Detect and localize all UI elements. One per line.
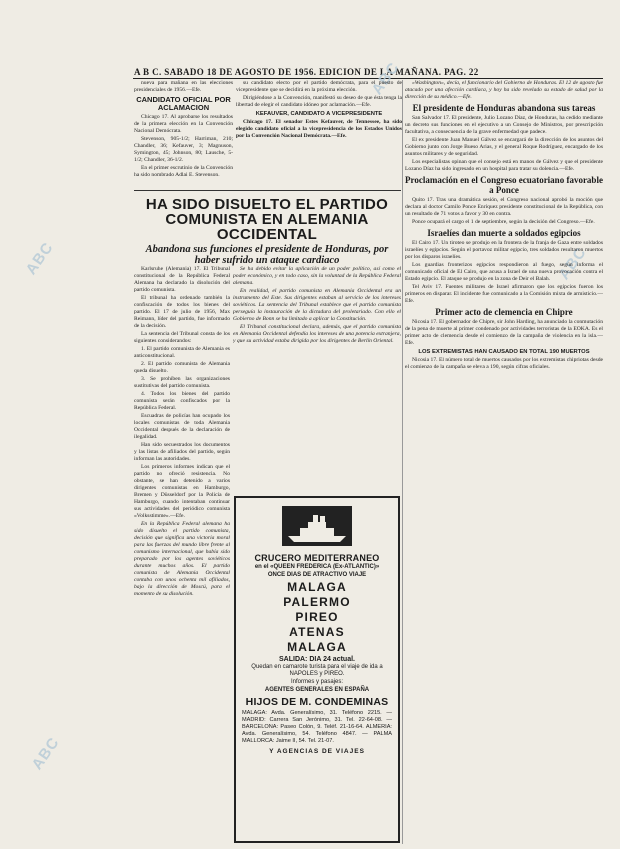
headline-israel: Israelíes dan muerte a soldados egipcios [427,228,581,238]
ad-port: ATENAS [289,625,345,639]
headline-honduras: El presidente de Honduras abandona sus tareas [412,103,596,113]
paragraph: Tel Aviv 17. Fuentes militares de Israel afirmaron que los egipcios fueron los primeros en disparar. El incidente fue comunicado a la Comisión mixta de armisticio.—Efe. [405,284,603,304]
column-divider [402,80,403,844]
paragraph: Chicago 17. Al aprobarse los resultados de la primera elección en la Convención Nacional Demócrata. [134,114,233,134]
paragraph: su candidato electo por el partido demócrata, para el puesto de vicepresidente que se decidirá en la próxima elección. [236,80,402,93]
headline-ecuador: Proclamación en el Congreso ecuatoriano favorable a Ponce [405,175,603,195]
column-candidate [134,80,233,180]
column-communist-party [134,266,230,844]
paragraph: Karlsruhe (Alemania) 17. El Tribunal constitucional de la República Federal Alemana ha declarado la disolución del partido comunista. [134,266,230,293]
column-kefauver [236,80,402,150]
ad-agents-label: AGENTES GENERALES EN ESPAÑA [264,687,370,693]
paragraph: Se ha debido evitar la aplicación de un poder político, así como el poder económico, y en todo caso, sin la voluntad de la República Federal alemana. [233,266,401,286]
page-header: A B C. SABADO 18 DE AGOSTO DE 1956. EDICION DE LA MAÑANA. PAG. 22 [134,67,479,77]
ad-info: Informes y pasajes: [290,679,344,685]
paragraph: En el primer escrutinio de la Convención ha sido nombrado Adlai E. Stevenson. [134,165,233,178]
ad-footer: Y AGENCIAS DE VIAJES [269,748,365,755]
paragraph: Ponce ocupará el cargo el 1 de septiembre, según la decisión del Congreso.—Efe. [412,219,595,225]
ad-departure: SALIDA: DIA 24 actual. [279,656,355,663]
ad-ship-name: en el «QUEEN FREDERICA (Ex-ATLANTIC)» [254,564,380,570]
ad-port: PIREO [295,610,339,624]
column-communist-commentary [233,266,401,490]
watermark: ABC [28,734,63,773]
paragraph: 3. Se prohíben las organizaciones sustitutivas del partido comunista. [134,376,230,389]
paragraph: El Tribunal constitucional declara, además, que el partido comunista en Alemania Occidental defendía los intereses de una potencia extranjera, y que su actividad estaba dirigida por los dirigentes de Berlín Oriental. [233,324,401,344]
paragraph: San Salvador 17. El presidente, Julio Lozano Díaz, de Honduras, ha cedido mediante un decreto sus funciones en el ejecutivo a un Consejo de Ministros, por prescripción facultativa, a consecuencia de la grave enfermedad que padece. [405,115,603,135]
ad-port: MALAGA [287,640,347,654]
ad-port: PALERMO [283,595,351,609]
watermark: ABC [368,59,403,98]
watermark: ABC [555,244,590,283]
headline-cyprus: Primer acto de clemencia en Chipre [435,307,573,317]
paragraph: Los primeros informes indican que el partido no ofreció resistencia. No obstante, se han detenido a varios dirigentes comunistas en Hamburgo, Bremen y Düsseldorf por la Policía de Hamburgo, cuando intentaban continuar sus actividades del periódico comunista «Volksstimme».—Efe. [134,464,230,519]
ad-title: CRUCERO MEDITERRANEO [254,553,380,563]
ship-icon [282,506,352,546]
paragraph: Escuadras de policías han ocupado los locales comunistas de toda Alemania Occidental después de la declaración de ilegalidad. [134,413,230,440]
header-rule [133,78,603,79]
paragraph: Los guardias fronterizos egipcios respondieron al fuego, según informa el comunicado oficial de El Cairo, que acusa a Israel de una nueva provocación contra el Estado egipcio. El ataque se produjo en la zona de Deir el Balah. [405,262,603,282]
paragraph: El Cairo 17. Un tiroteo se produjo en la frontera de la franja de Gaza entre soldados israelíes y egipcios. Según el portavoz militar egipcio, tres soldados resultaron muertos por los disparos israelíes. [405,240,603,260]
paragraph: 4. Todos los bienes del partido comunista serán confiscados por la República Federal. [134,391,230,411]
ad-company: HIJOS DE M. CONDEMINAS [245,696,389,708]
paragraph: Nicosia 17. El gobernador de Chipre, sir John Harding, ha anunciado la conmutación de la pena de muerte al primer condenado por actividades terroristas de la EOKA. Es el primer acto de clemencia desde el comienzo de la campaña de violencia en la isla.—Efe. [405,319,603,346]
ad-days: ONCE DIAS DE ATRACTIVO VIAJE [267,572,367,578]
paragraph: 1. El partido comunista de Alemania es anticonstitucional. [134,346,230,359]
divider [134,190,401,191]
paragraph: Dirigiéndose a la Convención, manifestó su deseo de que ésta tenga la libertad de elegir el candidato idóneo por aclamación.—Efe. [236,95,402,108]
headline-candidate: CANDIDATO OFICIAL POR ACLAMACION [136,95,231,112]
paragraph: Chicago 17. El senador Estes Kefauver, de Tennessee, ha sido elegido candidato oficial a la vicepresidencia de los Estados Unidos por la Convención Nacional Demócrata.—Efe. [236,118,402,139]
paragraph: Stevenson, 905-1/2; Harriman, 210; Chandler, 36; Kefauver, 3; Magnuson, Symington, 45; Johnson, 80; Lausche, 5-1/2; Chandler, 36-1/2. [134,136,233,163]
paragraph: Nicosia 17. El número total de muertos causados por los extremistas chipriotas desde el comienzo de la campaña se eleva a 190, según cifras oficiales. [405,356,603,370]
paragraph: Quito 17. Tras una dramática sesión, el Congreso nacional aprobó la moción que declara al doctor Camilo Ponce Enríquez presidente constitucional de la República, con un resultado de 71 votos a favor y 30 en contra. [405,197,603,217]
paragraph: Los especialistas opinan que el consejo está en manos de Gálvez y que el presidente Lozano Díaz ha sido ingresado en un hospital para tratar su dolencia.—Efe. [405,159,603,172]
paragraph: «Washington», decía, el funcionario del Gobierno de Honduras. El 12 de agosto fue atacado por una afección cardíaca, y hoy ha sido revelado su estado de salud por la dirección de su médico.—Efe. [405,80,603,100]
cruise-advertisement [234,496,400,843]
main-banner [133,197,401,266]
watermark: ABC [22,239,57,278]
headline-kefauver: KEFAUVER, CANDIDATO A VICEPRESIDENTE [255,111,383,117]
paragraph: En la República Federal alemana ha sido disuelto el partido comunista, decisión que significa una victoria moral para las fuerzas del mundo libre frente al comunismo internacional, que había sido preparado por los agentes soviéticos durante muchos años. El partido comunista de Alemania Occidental contaba con unos ochenta mil afiliados, bajo la dirección de Moscú, para el momento de su disolución. [134,521,230,597]
headline-extremists: LOS EXTREMISTAS HAN CAUSADO EN TOTAL 190 MUERTOS [418,349,590,355]
ad-addresses: MALAGA: Avda. Generalísimo, 31. Teléfono 2215. — MADRID: Carrera San Jerónimo, 31. Tel. 22-64-08. — BARCELONA: Paseo Colón, 9. Teléf. 21-16-64. ALMERIA: Avda. Generalísimo, 54. Teléfono 4847. — PALMA MALLORCA: Jaime II, 54. Tel. 21-07. [242,710,392,744]
ad-note: Quedan en camarote turista para el viaje de ida a NAPOLES y PIREO. [251,664,383,677]
ad-port: MALAGA [287,580,347,594]
paragraph: 2. El partido comunista de Alemania queda disuelto. [134,361,230,374]
paragraph: El tribunal ha ordenado también la confiscación de todos los bienes del partido. El 17 de julio de 1956, Max Reimann, líder del partido, fue informado de la decisión. [134,295,230,329]
paragraph: En realidad, el partido comunista en Alemania Occidental era un instrumento del Este. Sus dirigentes estaban al servicio de los intereses soviéticos. La sentencia del Tribunal establece que el partido comunista perseguía la instauración de la dictadura del proletariado. Con ello el Gobierno de Bonn se ha limitado a aplicar la Constitución. [233,288,401,322]
banner-subtitle: Abandona sus funciones el presidente de Honduras, por haber sufrido un ataque cardiaco [145,244,389,266]
column-right [405,80,603,844]
paragraph: La sentencia del Tribunal consta de los siguientes considerandos: [134,331,230,344]
paragraph: Han sido secuestrados los documentos y las listas de afiliados del partido, según informan las autoridades. [134,442,230,462]
paragraph: nueva para mañana en las elecciones presidenciales de 1956.—Efe. [134,80,233,93]
paragraph: El ex presidente Juan Manuel Gálvez se encargará de la dirección de los asuntos del Gobierno junto con Jorge Bueso Arias, y el general Roque Rodríguez, encargado de los asuntos militares y de seguridad. [405,137,603,157]
banner-title: HA SIDO DISUELTO EL PARTIDO COMUNISTA EN ALEMANIA OCCIDENTAL [145,196,389,243]
